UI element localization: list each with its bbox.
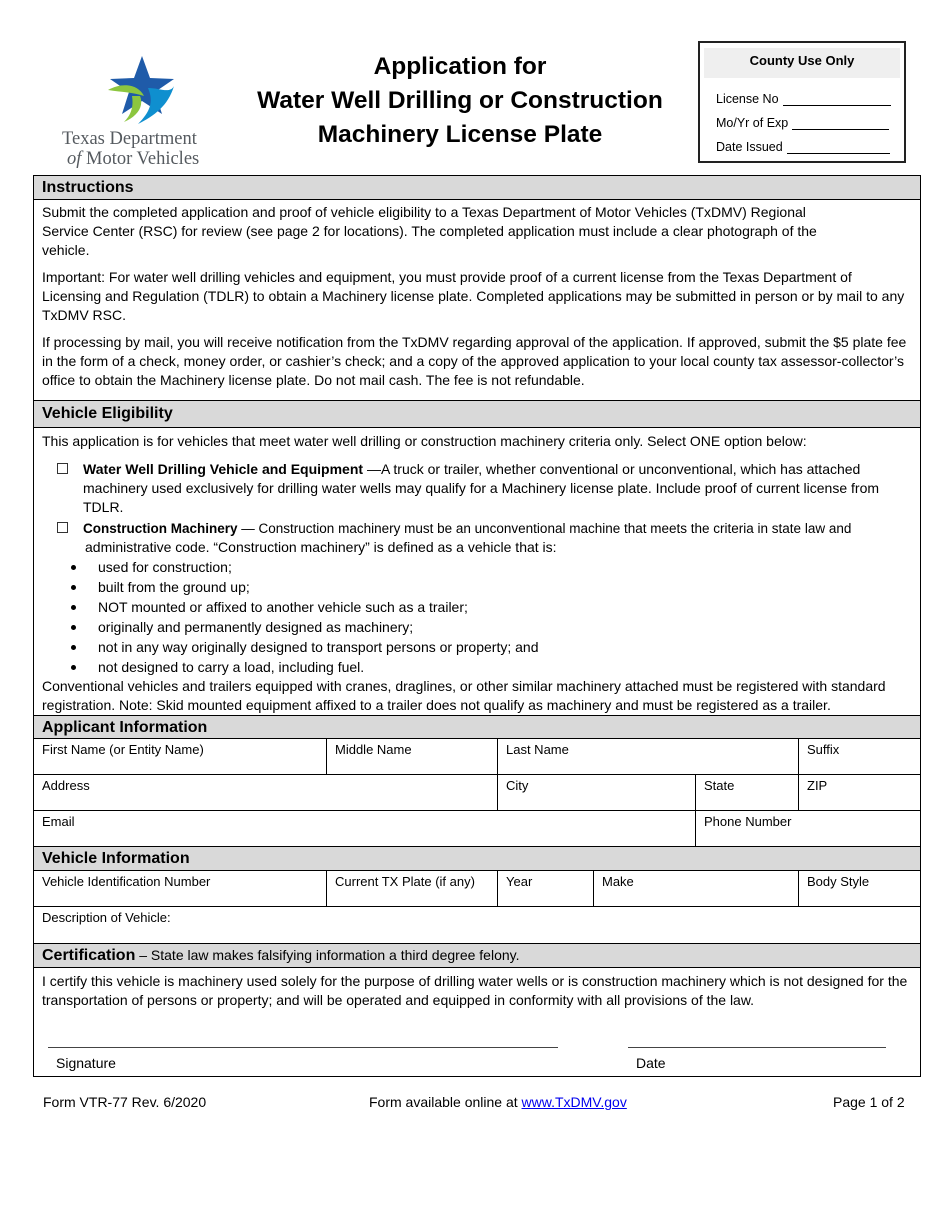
certification-title: Certification	[42, 947, 136, 964]
exp-field[interactable]	[792, 118, 889, 130]
suffix-label: Suffix	[807, 742, 840, 757]
first-name-field[interactable]	[34, 739, 327, 774]
exp-row	[716, 115, 904, 130]
date-line[interactable]	[628, 1047, 886, 1048]
address-field[interactable]	[34, 775, 498, 810]
star-shape	[110, 56, 174, 114]
bullet-text: NOT mounted or affixed to another vehicle such as a trailer;	[98, 599, 468, 615]
eligibility-intro: This application is for vehicles that meet water well drilling or construction machinery criteria only. Select ONE option below:	[42, 433, 807, 449]
county-use-header: County Use Only	[704, 48, 900, 78]
online-prefix: Form available online at	[369, 1094, 522, 1110]
vin-field[interactable]	[34, 871, 327, 906]
instructions-p1: Submit the completed application and proof of vehicle eligibility to a Texas Department of Motor Vehicles (TxDMV) Regional Service Center (RSC) for review (see page 2 for locations). The completed application must include a clear photograph of the vehicle.	[42, 204, 817, 258]
year-label: Year	[506, 874, 533, 889]
bullet-text: not designed to carry a load, including fuel.	[98, 659, 365, 675]
option-construction[interactable]	[34, 519, 920, 557]
agency-of: of	[67, 149, 82, 169]
body-style-field[interactable]	[799, 871, 920, 906]
signature-line[interactable]	[48, 1047, 558, 1048]
vehicle-header: Vehicle Information	[34, 847, 920, 871]
bullet-icon	[71, 625, 76, 630]
bullet-icon	[71, 665, 76, 670]
agency-line2	[62, 149, 232, 169]
license-no-row	[716, 91, 904, 106]
vehicle-row-2	[34, 907, 920, 944]
eligibility-header: Vehicle Eligibility	[34, 400, 920, 428]
make-label: Make	[602, 874, 634, 889]
applicant-row-3	[34, 811, 920, 847]
body-style-label: Body Style	[807, 874, 870, 889]
date-issued-label: Date Issued	[716, 140, 783, 154]
applicant-row-2	[34, 775, 920, 811]
signature-label: Signature	[56, 1055, 116, 1071]
bullet-text: not in any way originally designed to transport persons or property; and	[98, 639, 539, 655]
address-label: Address	[42, 778, 90, 793]
certification-header	[34, 944, 920, 968]
middle-name-field[interactable]	[327, 739, 498, 774]
agency-line2-rest: Motor Vehicles	[86, 149, 200, 169]
form-number: Form VTR-77 Rev. 6/2020	[43, 1094, 207, 1110]
criteria-list	[34, 557, 920, 677]
applicant-header: Applicant Information	[34, 715, 920, 739]
txdmv-logo	[58, 52, 228, 170]
list-item	[34, 657, 920, 677]
state-field[interactable]	[696, 775, 799, 810]
middle-name-label: Middle Name	[335, 742, 412, 757]
phone-field[interactable]	[696, 811, 920, 846]
description-label: Description of Vehicle:	[42, 910, 171, 925]
water-well-checkbox[interactable]	[57, 463, 68, 474]
vehicle-row-1	[34, 871, 920, 907]
option2-line1	[83, 519, 920, 538]
email-label: Email	[42, 814, 75, 829]
certification-subheader: – State law makes falsifying information a third degree felony.	[135, 947, 520, 963]
title-line1: Application for	[373, 53, 547, 80]
instructions-p3: If processing by mail, you will receive notification from the TxDMV regarding approval of the application. If approved, submit the $5 plate fee in the form of a check, money order, or cashier’s check; and a copy of the approved application to your local county tax assessor-collector’s office to obtain the Machinery license plate. Do not mail cash. The fee is not refundable.	[42, 334, 907, 388]
instructions-p2: Important: For water well drilling vehicles and equipment, you must provide proof of a current license from the Texas Department of Licensing and Regulation (TDLR) to obtain a Machinery license plate. Completed applications may be submitted in person or by mail to any TxDMV RSC.	[42, 269, 905, 323]
year-field[interactable]	[498, 871, 594, 906]
title-line3: Machinery License Plate	[317, 121, 603, 148]
city-label: City	[506, 778, 529, 793]
bullet-text: used for construction;	[98, 559, 232, 575]
date-issued-row	[716, 139, 904, 154]
star-leaf-icon	[104, 52, 184, 128]
list-item	[34, 577, 920, 597]
plate-field[interactable]	[327, 871, 498, 906]
first-name-label: First Name (or Entity Name)	[42, 742, 204, 757]
county-use-box	[698, 41, 906, 163]
email-field[interactable]	[34, 811, 696, 846]
date-label: Date	[636, 1055, 666, 1071]
certification-text: I certify this vehicle is machinery used solely for the purpose of drilling water wells or is construction machinery which is not designed for the transportation of persons or property; and will be operated and equipped in conformity with all provisions of the law.	[42, 973, 908, 1008]
phone-label: Phone Number	[704, 814, 792, 829]
city-field[interactable]	[498, 775, 696, 810]
agency-line1: Texas Department	[62, 129, 197, 149]
zip-field[interactable]	[799, 775, 920, 810]
txdmv-link[interactable]: www.TxDMV.gov	[521, 1094, 627, 1110]
license-no-field[interactable]	[783, 94, 891, 106]
option1-text: —A truck or trailer, whether conventional or unconventional, which has attached machinery used exclusively for drilling water wells may qualify for a Machinery license plate. Include proof of current license from TDLR.	[83, 461, 880, 515]
title-line2: Water Well Drilling or Construction	[257, 87, 663, 114]
last-name-field[interactable]	[498, 739, 799, 774]
bullet-icon	[71, 585, 76, 590]
description-field[interactable]	[34, 907, 920, 943]
last-name-label: Last Name	[506, 742, 569, 757]
state-label: State	[704, 778, 735, 793]
option1-title: Water Well Drilling Vehicle and Equipment	[83, 461, 364, 477]
agency-name	[62, 129, 232, 169]
plate-label: Current TX Plate (if any)	[335, 874, 475, 889]
date-issued-field[interactable]	[787, 142, 890, 154]
option-water-well[interactable]	[34, 460, 920, 517]
bullet-icon	[71, 645, 76, 650]
list-item	[34, 617, 920, 637]
suffix-field[interactable]	[799, 739, 920, 774]
page-title	[240, 50, 680, 152]
bullet-icon	[71, 565, 76, 570]
license-no-label: License No	[716, 92, 779, 106]
option2-title: Construction Machinery	[83, 521, 238, 536]
certification-body	[34, 968, 920, 1076]
eligibility-note: Conventional vehicles and trailers equipped with cranes, draglines, or other similar machinery attached must be registered with standard registration. Note: Skid mounted equipment affixed to a trailer does not qualify as machinery and must be registered as a trailer.	[42, 678, 886, 713]
option2-text: — Construction machinery must be an unconventional machine that meets the criteria in state law and	[237, 521, 852, 536]
list-item	[34, 637, 920, 657]
applicant-row-1	[34, 739, 920, 775]
vin-label: Vehicle Identification Number	[42, 874, 211, 889]
bullet-icon	[71, 605, 76, 610]
list-item	[34, 597, 920, 617]
bullet-text: built from the ground up;	[98, 579, 250, 595]
bullet-text: originally and permanently designed as machinery;	[98, 619, 414, 635]
zip-label: ZIP	[807, 778, 828, 793]
instructions-header: Instructions	[34, 176, 920, 200]
make-field[interactable]	[594, 871, 799, 906]
exp-label: Mo/Yr of Exp	[716, 116, 789, 130]
application-form	[33, 175, 921, 1077]
page-number: Page 1 of 2	[833, 1094, 905, 1110]
option2-line2: administrative code. “Construction machinery” is defined as a vehicle that is:	[85, 539, 557, 555]
construction-checkbox[interactable]	[57, 522, 68, 533]
list-item	[34, 557, 920, 577]
online-note	[369, 1094, 627, 1110]
